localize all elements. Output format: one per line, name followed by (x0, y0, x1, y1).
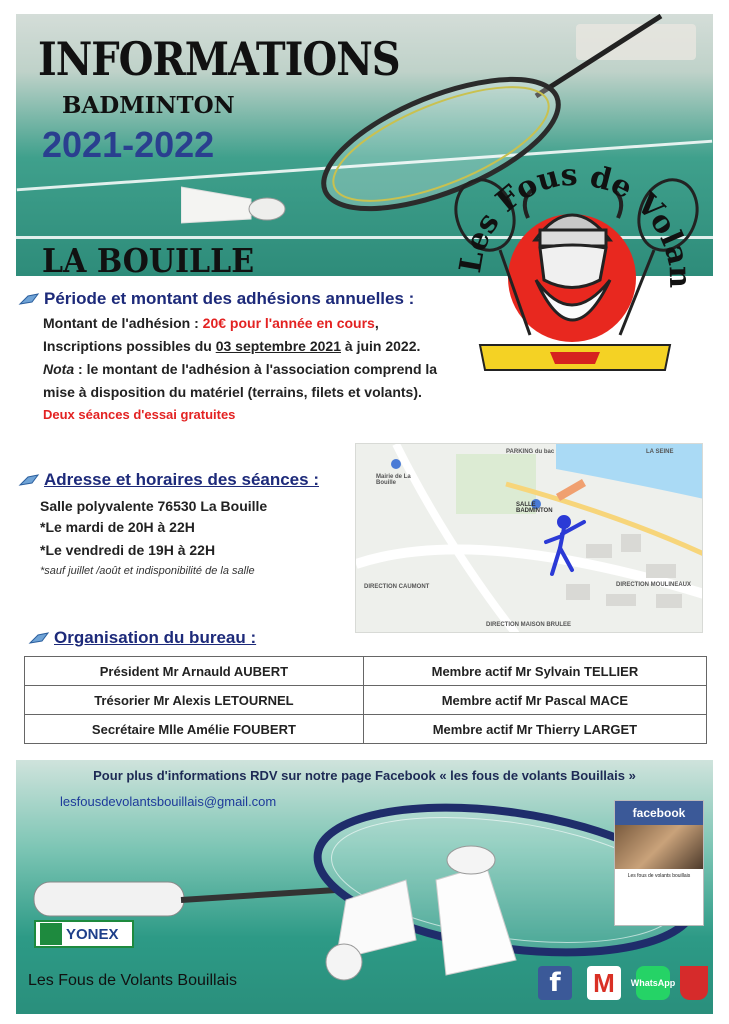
map-label: DIRECTION MAISON BRULEE (486, 622, 572, 628)
table-cell: Membre actif Mr Thierry LARGET (363, 715, 706, 744)
pushpin-icon (28, 631, 50, 645)
facebook-card-title: facebook (615, 801, 703, 825)
club-logo (440, 130, 710, 390)
facebook-info: Pour plus d'informations RDV sur notre page Facebook « les fous de volants Bouillais » (93, 768, 636, 783)
membership-note (43, 361, 437, 377)
logo-text: Les Fous de Volan (453, 157, 698, 289)
map-label: LA SEINE (646, 449, 674, 455)
registration-start: 03 septembre 2021 (215, 338, 342, 354)
fee-label: Montant de l'adhésion : (43, 315, 203, 331)
season-year: 2021-2022 (42, 124, 215, 165)
venue-address: Salle polyvalente 76530 La Bouille (40, 498, 268, 514)
section-heading-sessions (18, 470, 319, 490)
section-heading-text: Adresse et horaires des séances : (44, 470, 319, 489)
section-heading-membership (18, 289, 414, 309)
pushpin-icon (18, 292, 40, 306)
shuttlecock-icon (181, 179, 291, 229)
fee-end: , (374, 315, 379, 331)
map-label: DIRECTION CAUMONT (364, 584, 430, 590)
club-name: Les Fous de Volants Bouillais (28, 972, 238, 989)
gmail-icon[interactable]: M (587, 966, 621, 1000)
table-cell: Président Mr Arnauld AUBERT (25, 657, 364, 686)
session-friday: *Le vendredi de 19H à 22H (40, 542, 216, 558)
page-title: INFORMATIONS (38, 32, 400, 87)
registration-period (43, 338, 420, 354)
page-subtitle: BADMINTON (62, 92, 235, 119)
table-cell: Trésorier Mr Alexis LETOURNEL (25, 686, 364, 715)
sponsor-name: YONEX (66, 925, 119, 943)
table-row (25, 686, 707, 715)
crest-icon (680, 966, 708, 1000)
membership-fee (43, 315, 379, 331)
yonex-mark-icon (40, 923, 62, 945)
yonex-logo (34, 920, 134, 948)
section-heading-text: Organisation du bureau : (54, 628, 257, 647)
free-trial: Deux séances d'essai gratuites (43, 407, 236, 422)
bureau-table (24, 656, 707, 744)
contact-email[interactable]: lesfousdevolantsbouillais@gmail.com (60, 794, 277, 809)
facebook-icon[interactable]: f (538, 966, 572, 1000)
map-label: PARKING du bac (506, 449, 555, 455)
map-label: SALLE BADMINTON (516, 502, 553, 514)
facebook-page-card[interactable] (614, 800, 704, 926)
whatsapp-icon[interactable] (630, 966, 676, 1000)
membership-note-cont: mise à disposition du matériel (terrains, filets et volants). (43, 384, 422, 400)
location-title: LA BOUILLE (42, 242, 255, 276)
registration-prefix: Inscriptions possibles du (43, 338, 216, 354)
table-row (25, 715, 707, 744)
note-text: : le montant de l'adhésion à l'association comprend la (74, 361, 438, 377)
facebook-card-photo (615, 825, 703, 869)
note-label: Nota (43, 361, 75, 377)
section-heading-text: Période et montant des adhésions annuelles : (44, 289, 415, 308)
map-label: Mairie de La Bouille (376, 474, 411, 486)
table-cell: Membre actif Mr Sylvain TELLIER (363, 657, 706, 686)
table-cell: Membre actif Mr Pascal MACE (363, 686, 706, 715)
footer-banner (16, 760, 713, 1014)
whatsapp-label: WhatsApp (630, 978, 676, 988)
facebook-card-text: Les fous de volants bouillais (627, 873, 691, 879)
table-row (25, 657, 707, 686)
location-map[interactable] (355, 443, 703, 633)
map-label: DIRECTION MOULINEAUX (616, 582, 691, 588)
registration-suffix: à juin 2022. (341, 338, 421, 354)
fee-value: 20€ pour l'année en cours (202, 315, 375, 331)
section-heading-bureau (28, 628, 256, 648)
table-cell: Secrétaire Mlle Amélie FOUBERT (25, 715, 364, 744)
session-exception: *sauf juillet /août et indisponibilité de la salle (40, 565, 255, 577)
session-tuesday: *Le mardi de 20H à 22H (40, 519, 195, 535)
pushpin-icon (18, 473, 40, 487)
